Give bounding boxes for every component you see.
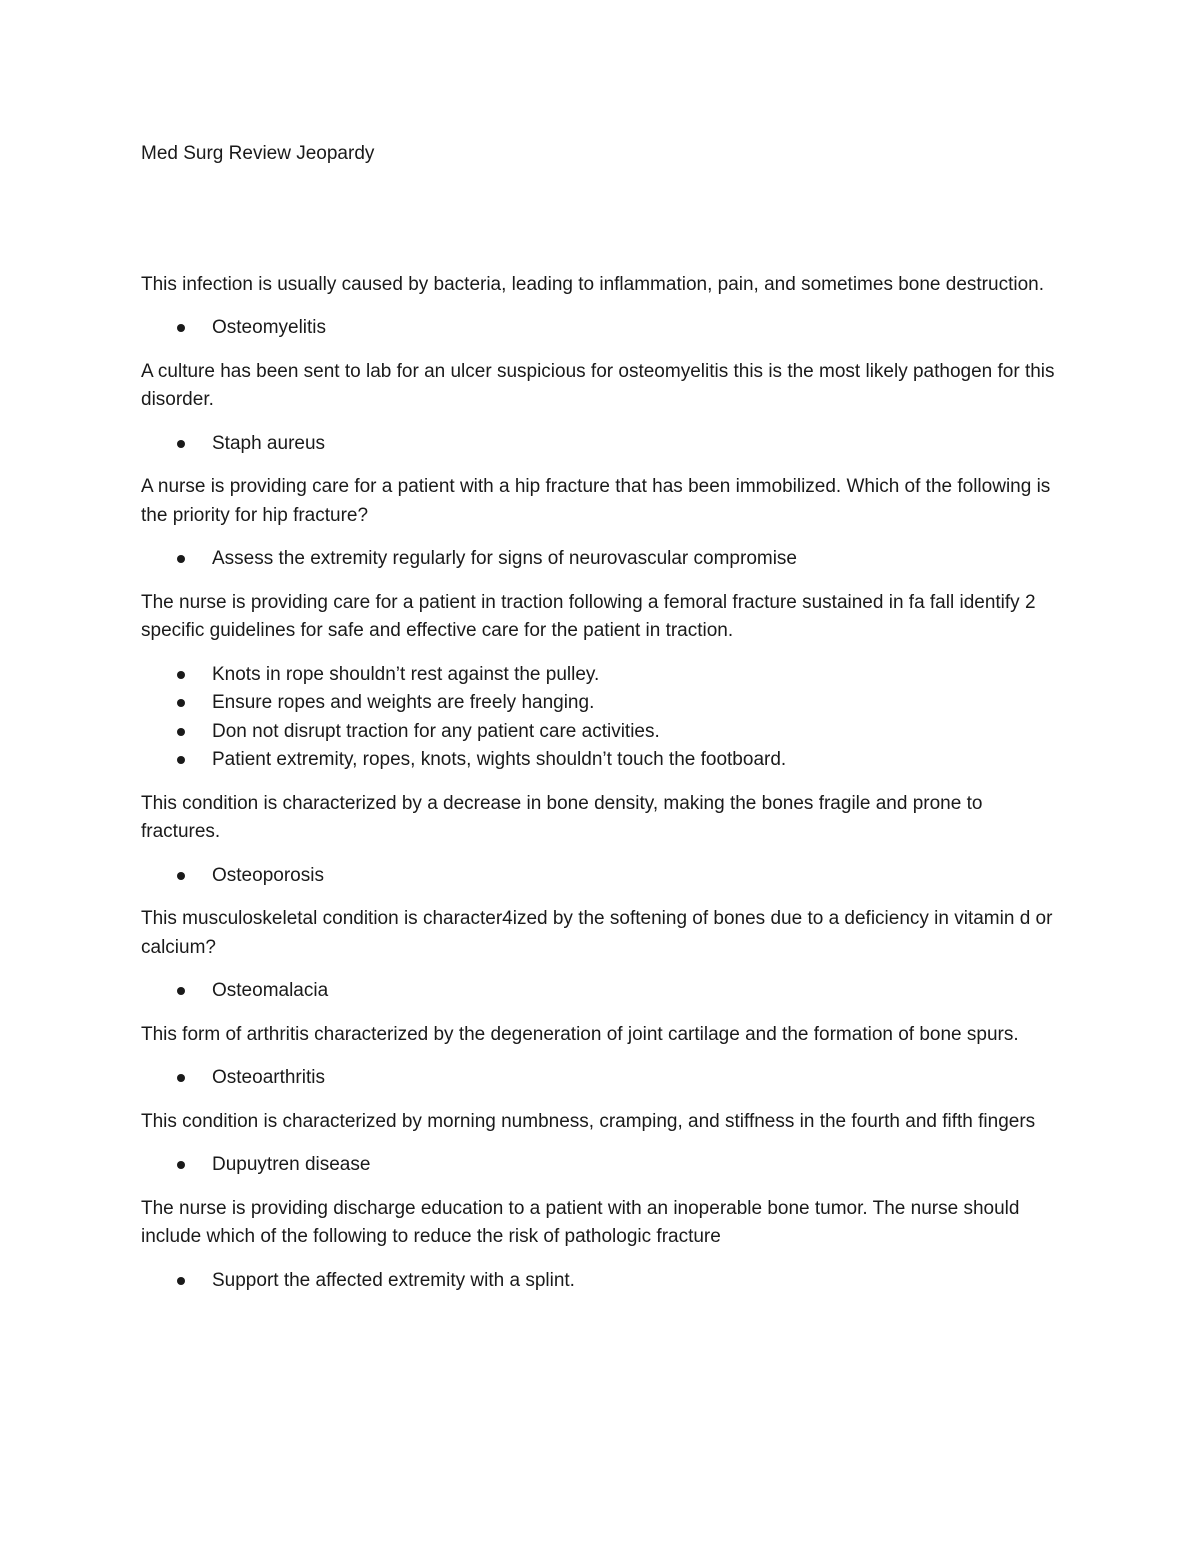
question-text: This condition is characterized by morning numbness, cramping, and stiffness in the fourth and fifth fingers	[141, 1110, 1036, 1132]
document-body	[141, 140, 1066, 1310]
question-text: This form of arthritis characterized by the degeneration of joint cartilage and the formation of bone spurs.	[141, 1023, 1019, 1045]
answer-item: Osteomyelitis	[141, 314, 1066, 343]
question-block	[141, 1021, 1066, 1093]
question-block	[141, 358, 1066, 459]
question-block	[141, 790, 1066, 891]
answer-item: Support the affected extremity with a splint.	[141, 1267, 1066, 1296]
answer-list	[141, 1151, 1066, 1180]
answer-item: Osteomalacia	[141, 977, 1066, 1006]
answer-item: Patient extremity, ropes, knots, wights shouldn’t touch the footboard.	[141, 746, 1066, 775]
question-block	[141, 473, 1066, 574]
question-list	[141, 271, 1066, 1296]
question-block	[141, 589, 1066, 775]
answer-list	[141, 862, 1066, 891]
question-text: A nurse is providing care for a patient with a hip fracture that has been immobilized. Which of the following is the priority for hip fracture?	[141, 476, 1051, 526]
answer-item: Osteoporosis	[141, 862, 1066, 891]
question-block	[141, 905, 1066, 1006]
answer-list	[141, 1267, 1066, 1296]
answer-item: Staph aureus	[141, 430, 1066, 459]
answer-list	[141, 545, 1066, 574]
question-block	[141, 1195, 1066, 1296]
question-block	[141, 271, 1066, 343]
question-block	[141, 1108, 1066, 1180]
question-text: This condition is characterized by a decrease in bone density, making the bones fragile and prone to fractures.	[141, 792, 983, 842]
answer-item: Don not disrupt traction for any patient care activities.	[141, 718, 1066, 747]
page-title: Med Surg Review Jeopardy	[141, 143, 375, 164]
answer-list	[141, 1064, 1066, 1093]
question-text: This musculoskeletal condition is character4ized by the softening of bones due to a deficiency in vitamin d or calcium?	[141, 908, 1053, 958]
answer-list	[141, 977, 1066, 1006]
answer-item: Ensure ropes and weights are freely hanging.	[141, 689, 1066, 718]
question-text: A culture has been sent to lab for an ulcer suspicious for osteomyelitis this is the most likely pathogen for this disorder.	[141, 360, 1055, 410]
question-text: This infection is usually caused by bacteria, leading to inflammation, pain, and sometimes bone destruction.	[141, 273, 1044, 295]
answer-item: Knots in rope shouldn’t rest against the pulley.	[141, 661, 1066, 690]
answer-item: Assess the extremity regularly for signs of neurovascular compromise	[141, 545, 1066, 574]
answer-list	[141, 314, 1066, 343]
question-text: The nurse is providing care for a patient in traction following a femoral fracture sustained in fa fall identify 2 specific guidelines for safe and effective care for the patient in traction.	[141, 591, 1036, 641]
question-text: The nurse is providing discharge education to a patient with an inoperable bone tumor. The nurse should include which of the following to reduce the risk of pathologic fracture	[141, 1197, 1020, 1247]
answer-list	[141, 430, 1066, 459]
answer-list	[141, 661, 1066, 775]
answer-item: Osteoarthritis	[141, 1064, 1066, 1093]
answer-item: Dupuytren disease	[141, 1151, 1066, 1180]
